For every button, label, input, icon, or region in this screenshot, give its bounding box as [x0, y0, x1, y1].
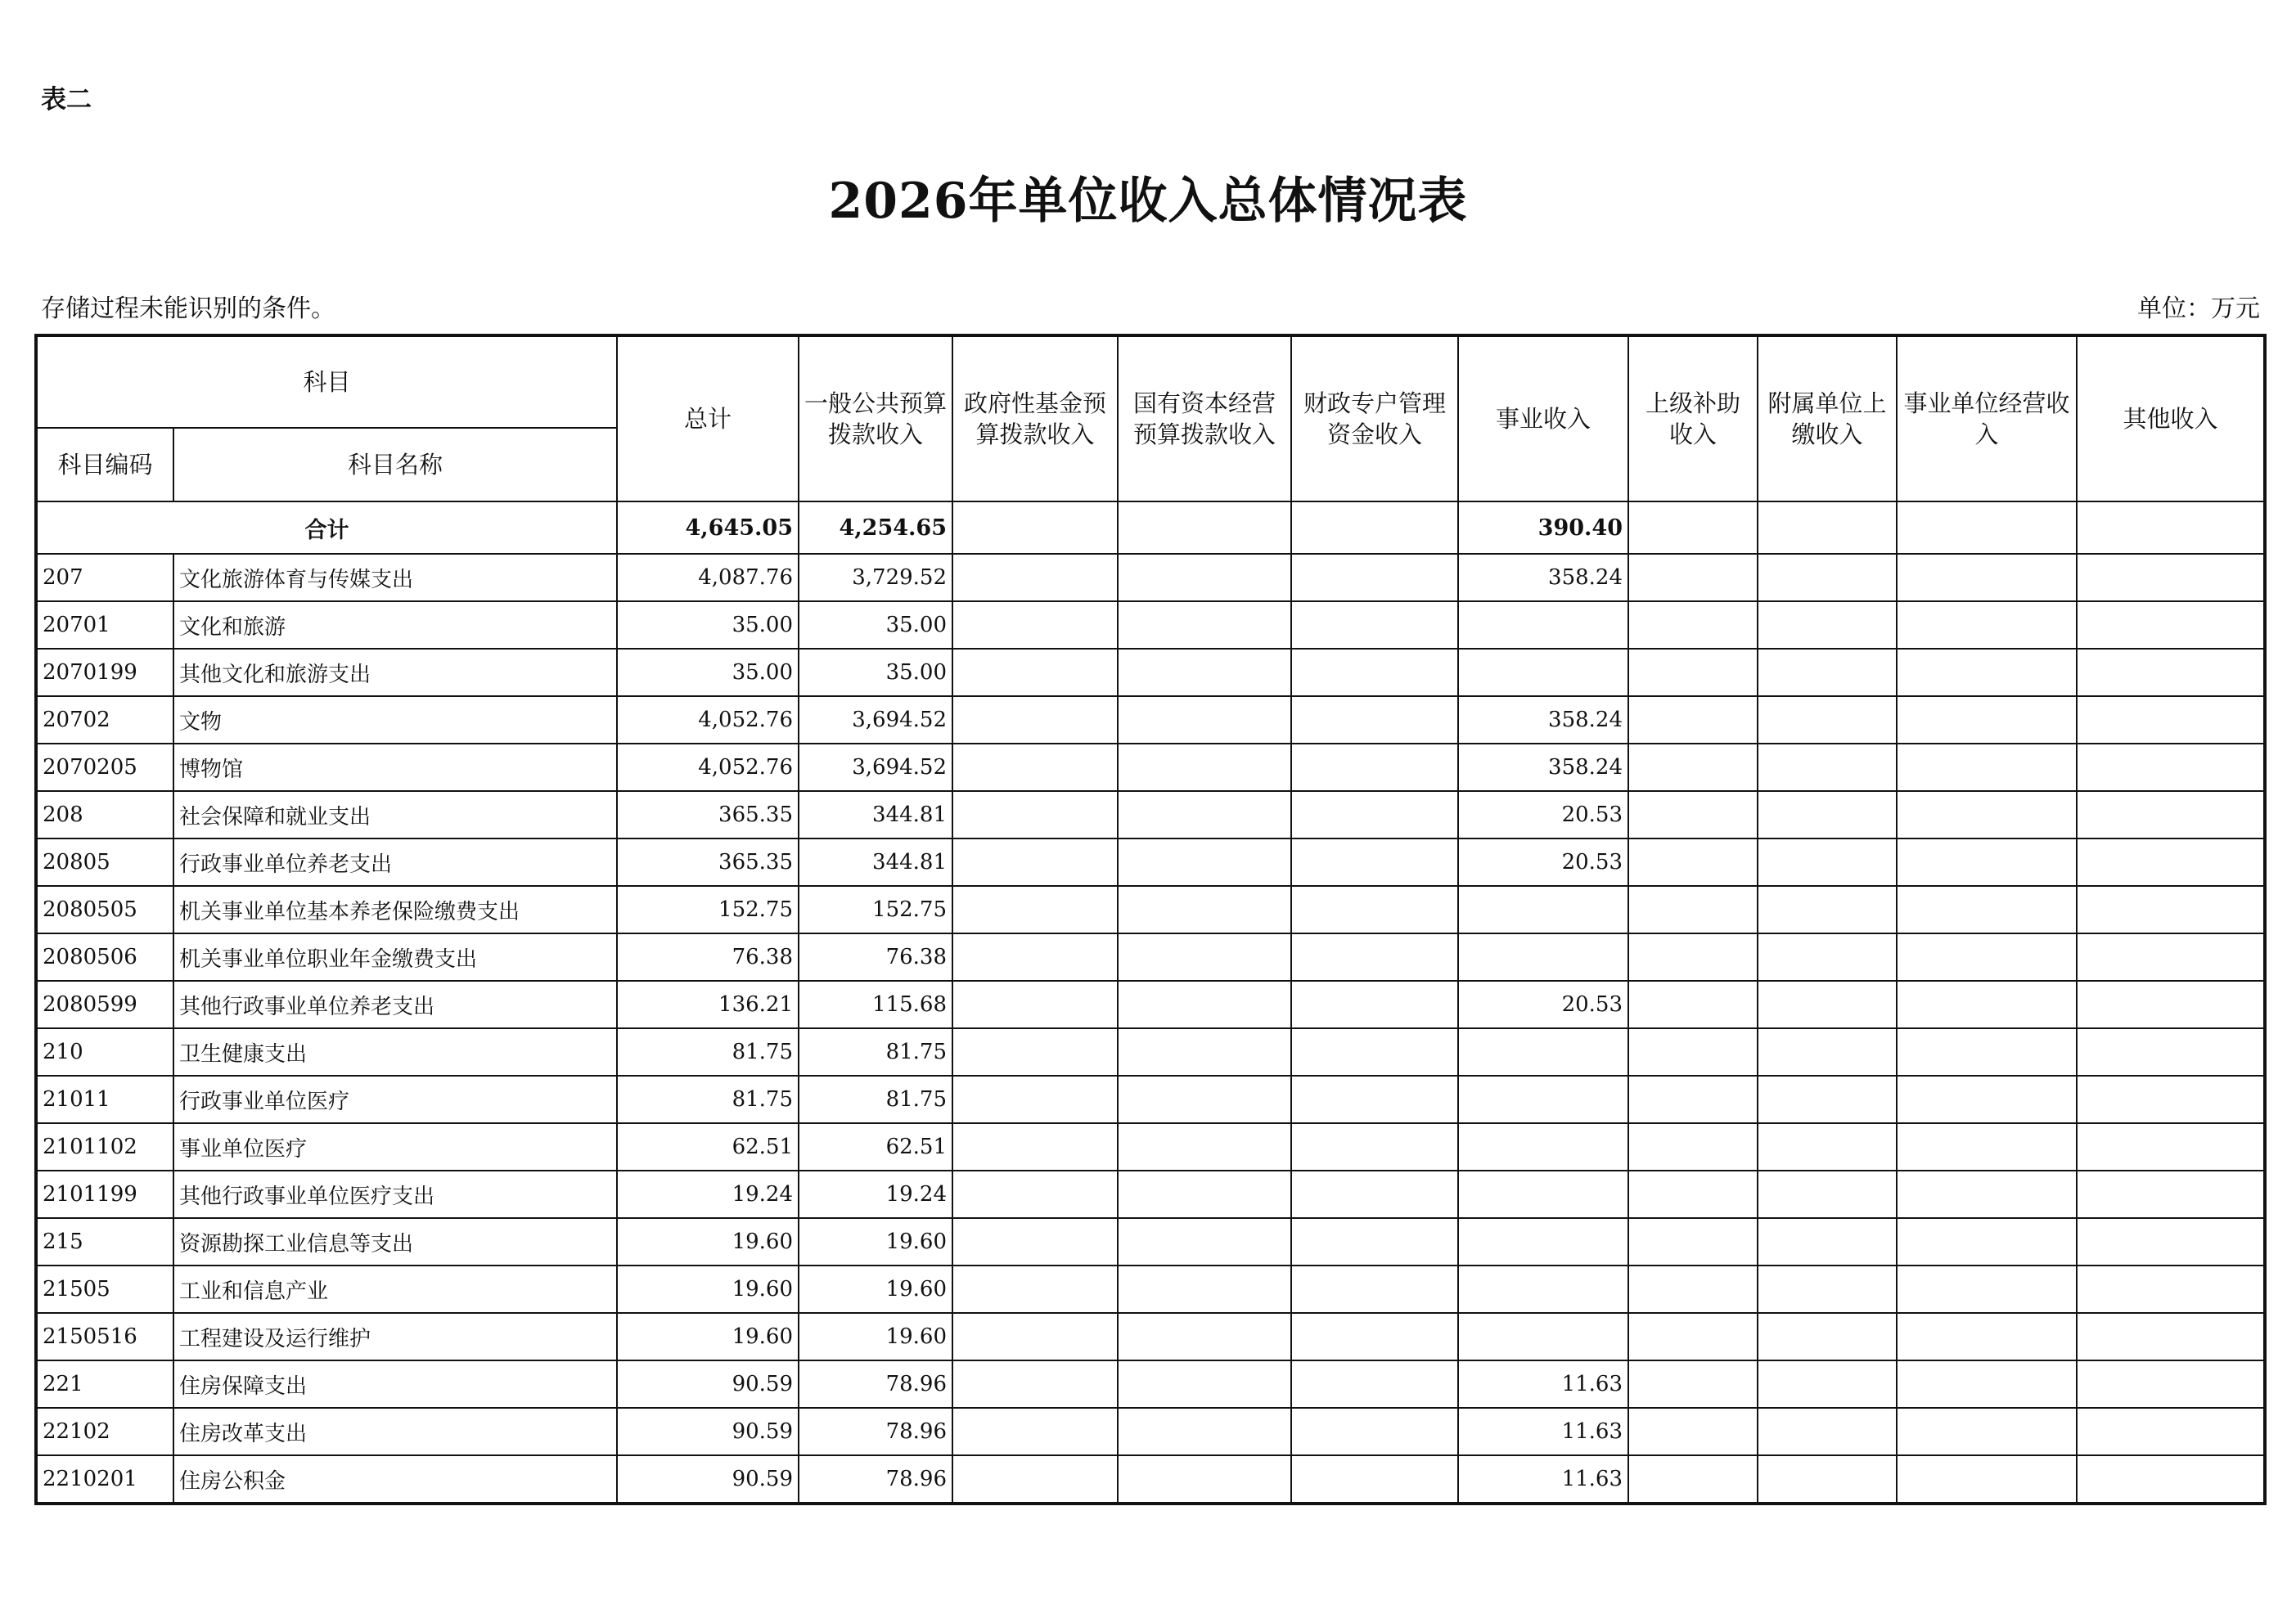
table-cell [952, 1455, 1118, 1504]
table-cell: 136.21 [617, 981, 799, 1028]
table-cell [1897, 501, 2077, 554]
table-row [36, 696, 2265, 744]
table-cell [1118, 981, 1291, 1028]
row-name: 行政事业单位医疗 [173, 1076, 617, 1123]
table-cell [1291, 1408, 1458, 1455]
table-cell: 19.24 [799, 1171, 952, 1218]
table-cell [1291, 1266, 1458, 1313]
table-cell [1897, 554, 2077, 601]
row-code: 20701 [36, 601, 173, 649]
table-row [36, 1360, 2265, 1408]
table-cell [1628, 696, 1758, 744]
table-cell: 62.51 [799, 1123, 952, 1171]
table-row [36, 1266, 2265, 1313]
income-table [34, 334, 2267, 1505]
row-code: 21505 [36, 1266, 173, 1313]
table-cell [2077, 1313, 2265, 1360]
table-cell [1758, 696, 1897, 744]
row-code: 221 [36, 1360, 173, 1408]
table-cell [952, 981, 1118, 1028]
table-cell [2077, 791, 2265, 838]
row-code: 2150516 [36, 1313, 173, 1360]
header-affiliate-income: 附属单位上缴收入 [1758, 335, 1897, 501]
table-cell [1628, 886, 1758, 933]
table-cell [1628, 601, 1758, 649]
table-cell: 90.59 [617, 1408, 799, 1455]
row-code: 210 [36, 1028, 173, 1076]
row-code: 2080505 [36, 886, 173, 933]
table-cell: 78.96 [799, 1408, 952, 1455]
table-cell [952, 1028, 1118, 1076]
table-cell [1897, 1313, 2077, 1360]
table-cell: 4,052.76 [617, 696, 799, 744]
table-cell: 3,694.52 [799, 744, 952, 791]
table-cell [952, 886, 1118, 933]
table-cell [1458, 1266, 1628, 1313]
row-name: 事业单位医疗 [173, 1123, 617, 1171]
table-cell [1897, 1408, 2077, 1455]
row-name: 卫生健康支出 [173, 1028, 617, 1076]
table-cell [952, 1123, 1118, 1171]
row-code: 2070199 [36, 649, 173, 696]
table-cell [952, 791, 1118, 838]
table-cell [1118, 1076, 1291, 1123]
table-id: 表二 [41, 85, 92, 115]
table-row [36, 933, 2265, 981]
table-cell [1291, 649, 1458, 696]
table-row [36, 649, 2265, 696]
table-cell: 20.53 [1458, 791, 1628, 838]
table-row [36, 1408, 2265, 1455]
table-cell [1758, 1076, 1897, 1123]
table-cell: 365.35 [617, 838, 799, 886]
table-cell: 358.24 [1458, 744, 1628, 791]
table-cell [1291, 601, 1458, 649]
row-name: 行政事业单位养老支出 [173, 838, 617, 886]
table-cell: 11.63 [1458, 1455, 1628, 1504]
row-name: 工程建设及运行维护 [173, 1313, 617, 1360]
row-code: 22102 [36, 1408, 173, 1455]
table-cell [952, 649, 1118, 696]
table-cell: 78.96 [799, 1360, 952, 1408]
table-cell [1291, 1123, 1458, 1171]
row-name: 文物 [173, 696, 617, 744]
header-name: 科目名称 [173, 428, 617, 501]
table-cell [1897, 1360, 2077, 1408]
table-cell [1758, 554, 1897, 601]
table-cell [1291, 933, 1458, 981]
table-cell [1758, 981, 1897, 1028]
table-cell [2077, 1266, 2265, 1313]
table-cell [1897, 1028, 2077, 1076]
table-cell [1628, 1360, 1758, 1408]
table-cell [1758, 744, 1897, 791]
table-cell [952, 1313, 1118, 1360]
table-cell [1458, 1028, 1628, 1076]
table-row [36, 1028, 2265, 1076]
table-cell [2077, 501, 2265, 554]
table-cell [1758, 1313, 1897, 1360]
table-cell [1291, 554, 1458, 601]
table-cell [1628, 933, 1758, 981]
table-cell [1628, 1171, 1758, 1218]
header-superior-subsidy: 上级补助收入 [1628, 335, 1758, 501]
table-cell: 35.00 [799, 649, 952, 696]
table-cell: 4,254.65 [799, 501, 952, 554]
table-cell [1628, 1028, 1758, 1076]
table-cell [1458, 649, 1628, 696]
table-cell: 390.40 [1458, 501, 1628, 554]
table-cell [1897, 886, 2077, 933]
table-cell: 344.81 [799, 838, 952, 886]
table-cell [1291, 1028, 1458, 1076]
table-cell [1897, 1266, 2077, 1313]
table-cell: 358.24 [1458, 696, 1628, 744]
table-cell: 20.53 [1458, 981, 1628, 1028]
table-cell [1118, 649, 1291, 696]
row-name: 住房公积金 [173, 1455, 617, 1504]
header-gov-fund: 政府性基金预算拨款收入 [952, 335, 1118, 501]
table-cell [952, 744, 1118, 791]
table-cell [2077, 1123, 2265, 1171]
row-code: 215 [36, 1218, 173, 1266]
table-cell [1628, 1076, 1758, 1123]
table-cell: 19.24 [617, 1171, 799, 1218]
table-cell [952, 1360, 1118, 1408]
table-cell: 90.59 [617, 1455, 799, 1504]
table-cell [1628, 649, 1758, 696]
row-code: 2210201 [36, 1455, 173, 1504]
table-row [36, 1123, 2265, 1171]
row-name: 其他行政事业单位养老支出 [173, 981, 617, 1028]
table-cell [1628, 981, 1758, 1028]
table-cell [1758, 933, 1897, 981]
unit-label: 单位：万元 [2137, 294, 2260, 323]
row-name: 文化和旅游 [173, 601, 617, 649]
table-row [36, 791, 2265, 838]
table-cell [2077, 1171, 2265, 1218]
row-name: 工业和信息产业 [173, 1266, 617, 1313]
table-row [36, 1455, 2265, 1504]
table-cell [1118, 744, 1291, 791]
row-code: 2101199 [36, 1171, 173, 1218]
table-cell [2077, 1218, 2265, 1266]
row-code: 20702 [36, 696, 173, 744]
table-cell: 35.00 [617, 601, 799, 649]
table-cell [1628, 1123, 1758, 1171]
table-cell [1758, 601, 1897, 649]
table-cell [1758, 791, 1897, 838]
table-cell [1897, 1076, 2077, 1123]
table-cell [1291, 1313, 1458, 1360]
table-cell [1291, 1218, 1458, 1266]
table-cell [1118, 933, 1291, 981]
table-cell [1118, 554, 1291, 601]
row-name: 住房改革支出 [173, 1408, 617, 1455]
row-code: 2080599 [36, 981, 173, 1028]
table-cell: 35.00 [799, 601, 952, 649]
table-cell [952, 838, 1118, 886]
row-name: 住房保障支出 [173, 1360, 617, 1408]
table-cell: 19.60 [617, 1266, 799, 1313]
row-code: 2101102 [36, 1123, 173, 1171]
table-cell [2077, 981, 2265, 1028]
table-cell: 81.75 [617, 1028, 799, 1076]
table-cell: 152.75 [799, 886, 952, 933]
table-cell [2077, 886, 2265, 933]
table-cell [1758, 1171, 1897, 1218]
header-other-income: 其他收入 [2077, 335, 2265, 501]
table-cell [1291, 886, 1458, 933]
table-row [36, 1313, 2265, 1360]
table-cell [1628, 1266, 1758, 1313]
table-cell [1628, 554, 1758, 601]
table-cell [1458, 1218, 1628, 1266]
table-cell [1118, 501, 1291, 554]
table-cell [1758, 1266, 1897, 1313]
table-cell: 81.75 [799, 1028, 952, 1076]
table-cell [952, 696, 1118, 744]
table-cell [2077, 744, 2265, 791]
table-cell [952, 501, 1118, 554]
table-row [36, 1076, 2265, 1123]
table-cell [1758, 1218, 1897, 1266]
table-cell [2077, 1076, 2265, 1123]
total-label: 合计 [36, 501, 617, 554]
table-cell [1291, 838, 1458, 886]
table-cell [1291, 1171, 1458, 1218]
header-state-capital: 国有资本经营预算拨款收入 [1118, 335, 1291, 501]
table-cell [1118, 1218, 1291, 1266]
table-row [36, 886, 2265, 933]
total-row [36, 501, 2265, 554]
table-cell: 35.00 [617, 649, 799, 696]
table-cell: 4,645.05 [617, 501, 799, 554]
table-row [36, 744, 2265, 791]
table-cell [1118, 1171, 1291, 1218]
table-cell [2077, 1360, 2265, 1408]
table-cell [1897, 744, 2077, 791]
table-cell [1118, 1313, 1291, 1360]
row-code: 21011 [36, 1076, 173, 1123]
status-note: 存储过程未能识别的条件。 [41, 294, 335, 323]
table-cell [1758, 1028, 1897, 1076]
header-business-income: 事业收入 [1458, 335, 1628, 501]
table-cell: 3,694.52 [799, 696, 952, 744]
table-cell [1897, 933, 2077, 981]
table-cell [1291, 981, 1458, 1028]
table-cell [1118, 838, 1291, 886]
table-cell [2077, 554, 2265, 601]
header-operating-income: 事业单位经营收入 [1897, 335, 2077, 501]
table-cell [1897, 838, 2077, 886]
table-cell [952, 1408, 1118, 1455]
table-cell [1458, 933, 1628, 981]
table-cell [1628, 1408, 1758, 1455]
table-cell [2077, 1028, 2265, 1076]
table-cell: 152.75 [617, 886, 799, 933]
row-name: 博物馆 [173, 744, 617, 791]
table-cell: 81.75 [799, 1076, 952, 1123]
row-name: 社会保障和就业支出 [173, 791, 617, 838]
table-row [36, 838, 2265, 886]
table-cell [2077, 1408, 2265, 1455]
table-cell [1758, 649, 1897, 696]
table-cell [1291, 501, 1458, 554]
table-cell [1758, 1408, 1897, 1455]
table-cell: 365.35 [617, 791, 799, 838]
table-cell: 76.38 [799, 933, 952, 981]
table-cell: 62.51 [617, 1123, 799, 1171]
table-cell: 4,052.76 [617, 744, 799, 791]
row-name: 其他行政事业单位医疗支出 [173, 1171, 617, 1218]
row-code: 20805 [36, 838, 173, 886]
table-cell [952, 1171, 1118, 1218]
table-cell [1118, 601, 1291, 649]
table-cell [1758, 838, 1897, 886]
table-cell [1458, 601, 1628, 649]
row-code: 2080506 [36, 933, 173, 981]
table-row [36, 554, 2265, 601]
table-cell [1291, 744, 1458, 791]
table-cell [1897, 696, 2077, 744]
table-cell: 20.53 [1458, 838, 1628, 886]
table-cell: 11.63 [1458, 1360, 1628, 1408]
table-cell [1118, 1455, 1291, 1504]
header-fiscal-account: 财政专户管理资金收入 [1291, 335, 1458, 501]
table-cell: 78.96 [799, 1455, 952, 1504]
table-cell [1897, 1455, 2077, 1504]
table-cell [1758, 501, 1897, 554]
table-cell [1458, 1313, 1628, 1360]
table-cell [1118, 1266, 1291, 1313]
header-total: 总计 [617, 335, 799, 501]
table-cell [1118, 1360, 1291, 1408]
header-general-budget: 一般公共预算拨款收入 [799, 335, 952, 501]
table-cell: 19.60 [799, 1313, 952, 1360]
table-cell [1628, 838, 1758, 886]
table-cell [1758, 886, 1897, 933]
table-cell [2077, 601, 2265, 649]
table-cell: 19.60 [799, 1218, 952, 1266]
table-cell [2077, 933, 2265, 981]
table-cell [952, 554, 1118, 601]
table-cell [1897, 601, 2077, 649]
table-cell [1118, 1408, 1291, 1455]
table-cell [1291, 791, 1458, 838]
table-cell [1628, 501, 1758, 554]
table-cell [1118, 1028, 1291, 1076]
table-cell [1458, 1171, 1628, 1218]
table-cell [952, 1076, 1118, 1123]
table-cell [1758, 1123, 1897, 1171]
row-code: 208 [36, 791, 173, 838]
table-cell [1897, 1171, 2077, 1218]
table-cell [1628, 791, 1758, 838]
table-cell [1758, 1455, 1897, 1504]
row-name: 机关事业单位职业年金缴费支出 [173, 933, 617, 981]
table-cell [1118, 1123, 1291, 1171]
row-name: 文化旅游体育与传媒支出 [173, 554, 617, 601]
table-cell: 3,729.52 [799, 554, 952, 601]
table-cell [1628, 1313, 1758, 1360]
table-cell: 19.60 [799, 1266, 952, 1313]
table-cell: 115.68 [799, 981, 952, 1028]
table-cell: 11.63 [1458, 1408, 1628, 1455]
table-cell: 76.38 [617, 933, 799, 981]
table-cell [952, 601, 1118, 649]
table-cell [1291, 1360, 1458, 1408]
table-cell: 19.60 [617, 1218, 799, 1266]
table-cell [2077, 696, 2265, 744]
table-cell [952, 933, 1118, 981]
table-cell [1897, 981, 2077, 1028]
table-row [36, 601, 2265, 649]
header-subject: 科目 [36, 335, 617, 428]
table-cell [1118, 791, 1291, 838]
table-cell [2077, 838, 2265, 886]
row-code: 2070205 [36, 744, 173, 791]
table-cell: 90.59 [617, 1360, 799, 1408]
table-cell [952, 1218, 1118, 1266]
table-cell [952, 1266, 1118, 1313]
table-cell [1458, 886, 1628, 933]
table-cell [1628, 1455, 1758, 1504]
table-cell [1628, 1218, 1758, 1266]
table-cell [1897, 649, 2077, 696]
row-name: 资源勘探工业信息等支出 [173, 1218, 617, 1266]
table-cell [1458, 1076, 1628, 1123]
table-row [36, 1218, 2265, 1266]
table-cell: 4,087.76 [617, 554, 799, 601]
table-row [36, 981, 2265, 1028]
table-cell [1118, 886, 1291, 933]
table-cell [1628, 744, 1758, 791]
table-cell [1897, 791, 2077, 838]
row-code: 207 [36, 554, 173, 601]
table-cell: 19.60 [617, 1313, 799, 1360]
table-cell [1291, 1076, 1458, 1123]
table-cell [1897, 1123, 2077, 1171]
row-name: 机关事业单位基本养老保险缴费支出 [173, 886, 617, 933]
table-cell [1897, 1218, 2077, 1266]
table-cell [1291, 1455, 1458, 1504]
table-cell: 344.81 [799, 791, 952, 838]
table-cell [2077, 1455, 2265, 1504]
table-row [36, 1171, 2265, 1218]
header-code: 科目编码 [36, 428, 173, 501]
page-title: 2026年单位收入总体情况表 [828, 173, 1468, 230]
table-cell [1118, 696, 1291, 744]
table-cell: 81.75 [617, 1076, 799, 1123]
table-cell [2077, 649, 2265, 696]
table-cell: 358.24 [1458, 554, 1628, 601]
table-cell [1458, 1123, 1628, 1171]
table-cell [1758, 1360, 1897, 1408]
row-name: 其他文化和旅游支出 [173, 649, 617, 696]
table-cell [1291, 696, 1458, 744]
